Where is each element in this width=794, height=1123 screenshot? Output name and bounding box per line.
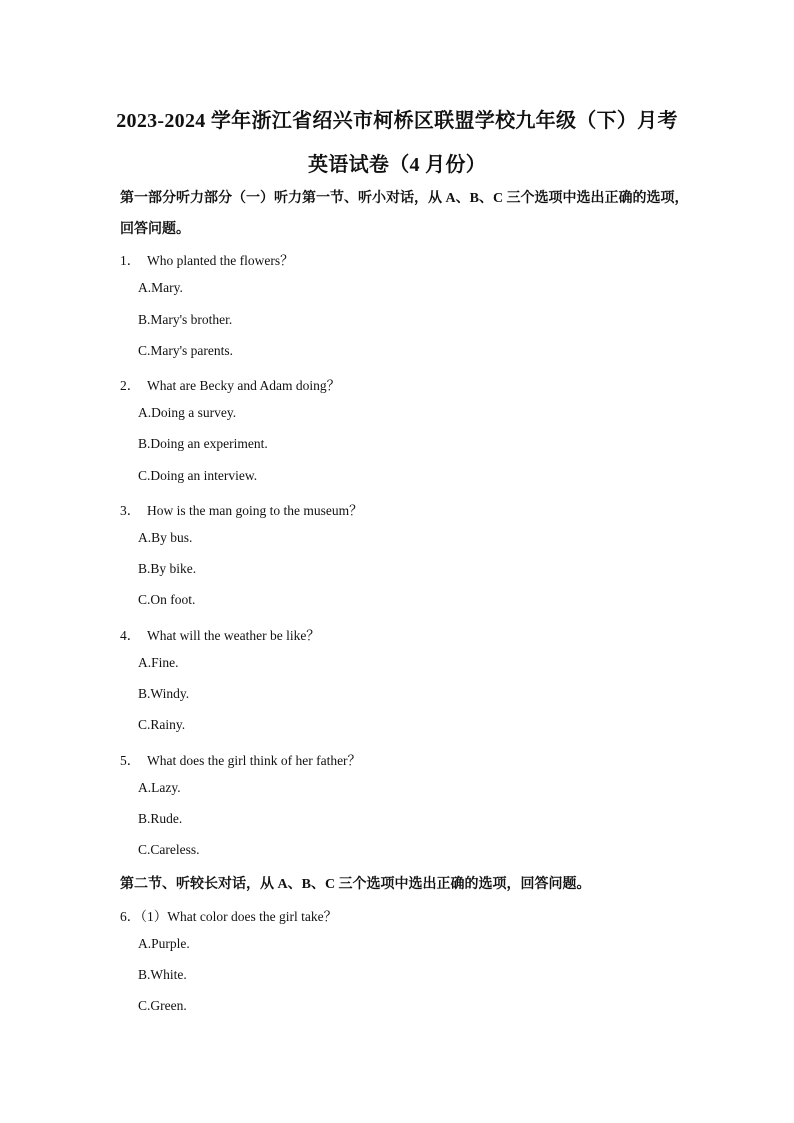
- question-number: 5．: [120, 753, 141, 768]
- question-text: How is the man going to the museum？: [147, 503, 363, 518]
- question-5: [120, 749, 361, 769]
- option-3c: C.On foot.: [138, 592, 196, 607]
- option-5b: B.Rude.: [138, 811, 183, 826]
- page-title-line-2: 英语试卷（4 月份）: [308, 154, 486, 176]
- option-4a: A.Fine.: [138, 655, 179, 670]
- question-number: 3．: [120, 503, 141, 518]
- page-title-line-1: 2023-2024 学年浙江省绍兴市柯桥区联盟学校九年级（下）月考: [116, 110, 678, 132]
- option-4c: C.Rainy.: [138, 717, 186, 732]
- question-number: 4．: [120, 628, 141, 643]
- option-3a: A.By bus.: [138, 530, 193, 545]
- option-2c: C.Doing an interview.: [138, 468, 258, 483]
- option-6c: C.Green.: [138, 998, 187, 1013]
- section-heading-part2: 第二节、听较长对话，从 A、B、C 三个选项中选出正确的选项，回答问题。: [120, 877, 591, 892]
- option-1a: A.Mary.: [138, 280, 183, 295]
- question-3: [120, 499, 363, 519]
- question-6: [120, 905, 337, 925]
- option-2b: B.Doing an experiment.: [138, 436, 268, 451]
- question-text: （1）What color does the girl take？: [140, 909, 338, 924]
- question-text: What does the girl think of her father？: [147, 753, 362, 768]
- option-3b: B.By bike.: [138, 561, 197, 576]
- option-1c: C.Mary's parents.: [138, 343, 234, 358]
- option-6b: B.White.: [138, 967, 187, 982]
- option-4b: B.Windy.: [138, 686, 190, 701]
- question-number: 1．: [120, 253, 141, 268]
- question-2: [120, 374, 340, 394]
- question-1: [120, 249, 294, 269]
- question-text: Who planted the flowers？: [147, 253, 294, 268]
- option-6a: A.Purple.: [138, 936, 190, 951]
- question-number: 6．: [120, 909, 141, 924]
- section-heading-part1: 第一部分听力部分（一）听力第一节、听小对话，从 A、B、C 三个选项中选出正确的选项，: [120, 191, 689, 206]
- question-number: 2．: [120, 378, 141, 393]
- option-5a: A.Lazy.: [138, 780, 181, 795]
- option-5c: C.Careless.: [138, 842, 200, 857]
- question-text: What are Becky and Adam doing？: [147, 378, 341, 393]
- option-1b: B.Mary's brother.: [138, 312, 233, 327]
- section-heading-part1-cont: 回答问题。: [120, 222, 190, 237]
- option-2a: A.Doing a survey.: [138, 405, 237, 420]
- question-text: What will the weather be like？: [147, 628, 320, 643]
- question-4: [120, 624, 320, 644]
